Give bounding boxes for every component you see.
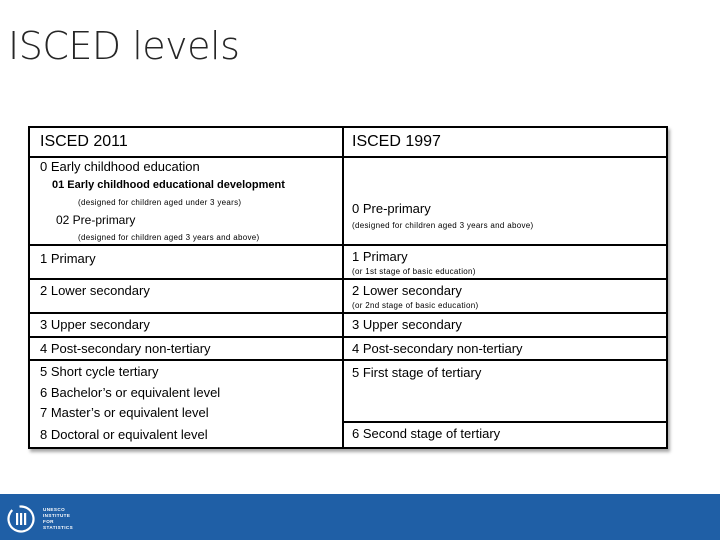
row-divider-upper-secondary (28, 336, 668, 338)
logo-line: STATISTICS (43, 525, 74, 530)
header-isced-2011: ISCED 2011 (40, 133, 128, 150)
lower-secondary-2011-label: 2 Lower secondary (40, 283, 150, 298)
row-divider-early (28, 244, 668, 246)
pre-primary-1997-label: 0 Pre-primary (352, 201, 431, 216)
logo-line: FOR (43, 519, 54, 524)
lower-secondary-1997-note: (or 2nd stage of basic education) (352, 301, 479, 310)
pre-primary-1997-note: (designed for children aged 3 years and above) (352, 221, 534, 230)
lower-secondary-1997-label: 2 Lower secondary (352, 283, 462, 298)
tertiary-2011-line-2: 6 Bachelor’s or equivalent level (40, 385, 221, 400)
doctoral-1997-label: 6 Second stage of tertiary (352, 426, 501, 441)
tertiary-2011-line-1: 5 Short cycle tertiary (40, 364, 159, 379)
upper-secondary-1997-label: 3 Upper secondary (352, 317, 462, 332)
footer-bar (0, 494, 720, 540)
primary-2011-label: 1 Primary (40, 251, 96, 266)
uis-logo-icon (6, 504, 36, 534)
row-divider-tertiary (342, 421, 668, 423)
row-divider-post-secondary (28, 359, 668, 361)
primary-1997-label: 1 Primary (352, 249, 408, 264)
uis-logo-text (43, 507, 73, 531)
post-secondary-2011-label: 4 Post-secondary non-tertiary (40, 341, 211, 356)
row-divider-primary (28, 278, 668, 280)
tertiary-1997-label: 5 First stage of tertiary (352, 365, 482, 380)
level-02-label: 02 Pre-primary (56, 213, 136, 227)
level-02-note: (designed for children aged 3 years and above) (78, 233, 260, 242)
doctoral-2011-label: 8 Doctoral or equivalent level (40, 427, 208, 442)
row-divider-header (28, 156, 668, 158)
level-01-note: (designed for children aged under 3 years) (78, 198, 242, 207)
logo-line: INSTITUTE (43, 513, 71, 518)
level-0-label: 0 Early childhood education (40, 159, 200, 174)
isced-comparison-table (28, 126, 668, 449)
logo-line: UNESCO (43, 507, 66, 512)
primary-1997-note: (or 1st stage of basic education) (352, 267, 476, 276)
tertiary-2011-line-3: 7 Master’s or equivalent level (40, 405, 209, 420)
column-divider (342, 126, 344, 449)
header-isced-1997: ISCED 1997 (352, 133, 441, 150)
slide-title: ISCED levels (8, 24, 240, 68)
row-divider-lower-secondary (28, 312, 668, 314)
level-01-label: 01 Early childhood educational development (52, 179, 285, 191)
upper-secondary-2011-label: 3 Upper secondary (40, 317, 150, 332)
post-secondary-1997-label: 4 Post-secondary non-tertiary (352, 341, 523, 356)
